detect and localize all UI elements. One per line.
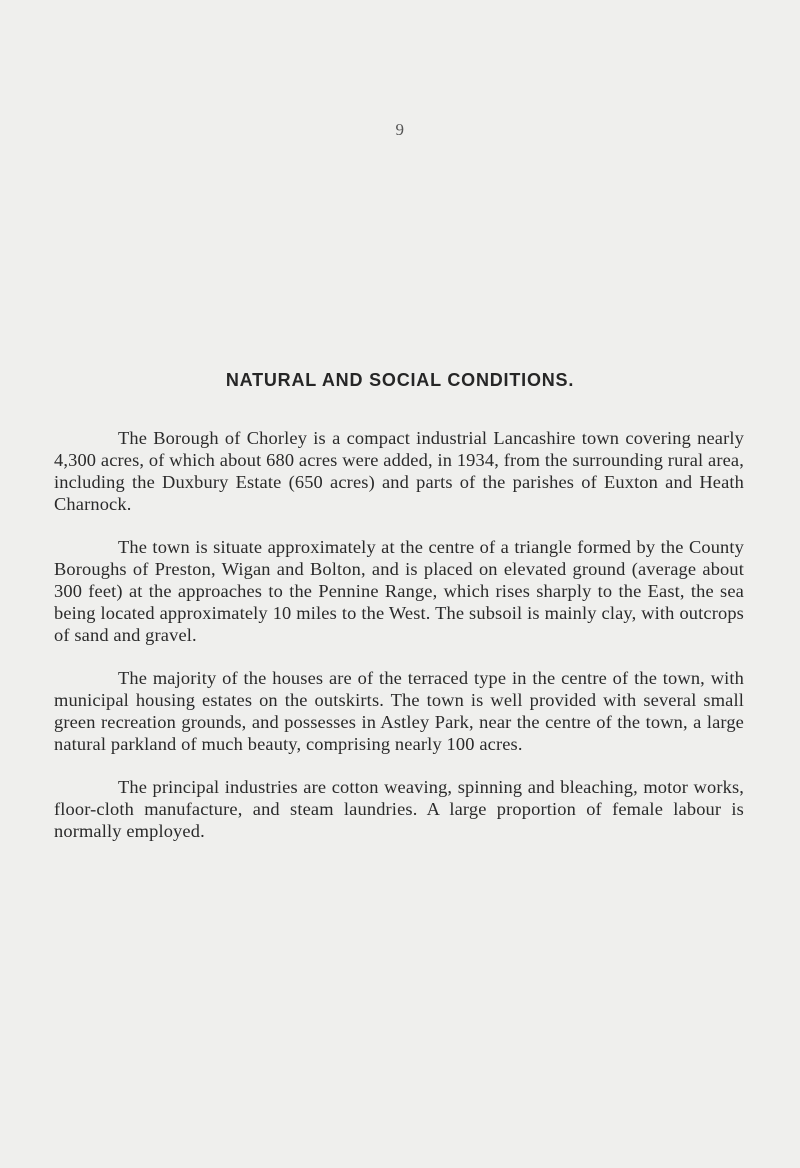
paragraph-housing: The majority of the houses are of the terraced type in the centre of the town, with municipal housing estates on the outskirts. The town is well provided with several small green recreation grounds, and possesses in Astley Park, near the centre of the town, a large natural parkland of much beauty, comprising nearly 100 acres.	[54, 668, 744, 754]
body-text	[54, 427, 744, 863]
page-number: 9	[395, 120, 405, 139]
paragraph-borough: The Borough of Chorley is a compact industrial Lancashire town covering nearly 4,300 acres, of which about 680 acres were added, in 1934, from the surrounding rural area, including the Duxbury Estate (650 acres) and parts of the parishes of Euxton and Heath Charnock.	[54, 428, 744, 514]
page-title: NATURAL AND SOCIAL CONDITIONS.	[225, 370, 575, 390]
paragraph-industries: The principal industries are cotton weaving, spinning and bleaching, motor works, floor-cloth manufacture, and steam laundries. A large proportion of female labour is normally employed.	[54, 777, 744, 841]
paragraph-location: The town is situate approximately at the centre of a triangle formed by the County Boroughs of Preston, Wigan and Bolton, and is placed on elevated ground (average about 300 feet) at the approaches to the Pennine Range, which rises sharply to the East, the sea being located approximately 10 miles to the West. The subsoil is mainly clay, with outcrops of sand and gravel.	[54, 537, 744, 645]
